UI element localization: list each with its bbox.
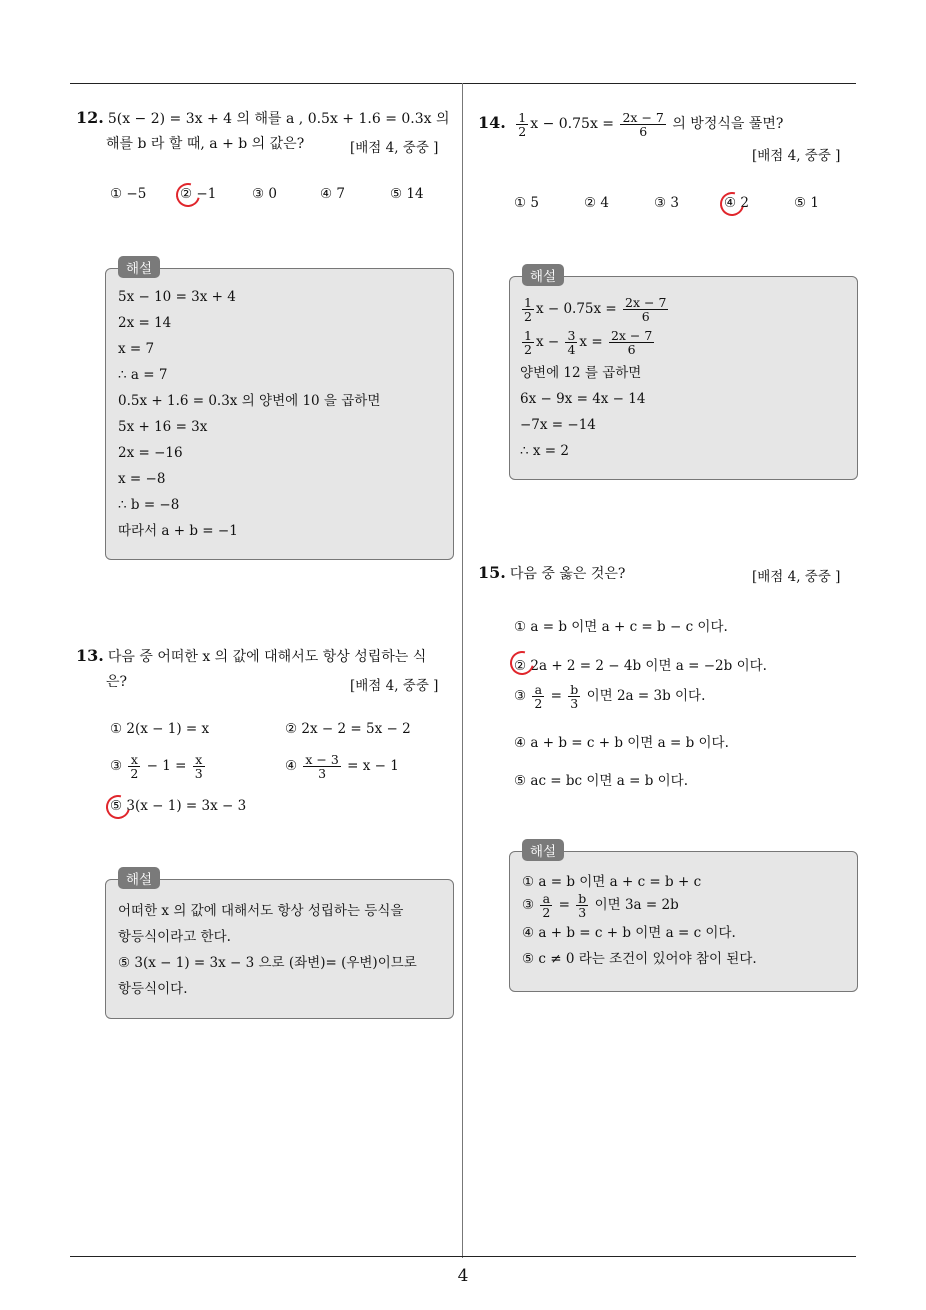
q12-solution-line-1: 5x − 10 = 3x + 4 bbox=[118, 289, 236, 305]
q14-solution-line-2: $\frac{1}{2}$ x − $\frac{3}{4}$ x = $\frac{2x - 7}{6}$ bbox=[524, 328, 653, 357]
q14-stem: 14. $\frac{1}{2}$ x − 0.75x = $\frac{2x - 7}{6}$ 의 방정식을 풀면? bbox=[478, 109, 784, 139]
q14-solution-line-6: ∴ x = 2 bbox=[520, 443, 569, 459]
q15-option-3[interactable]: ③ $\frac{a}{2}$ = $\frac{b}{3}$ 이면 2a = 3b 이다. bbox=[514, 682, 706, 711]
q15-number: 15. bbox=[478, 563, 506, 582]
q15-option-2[interactable]: ② 2a + 2 = 2 − 4b 이면 a = −2b 이다. bbox=[514, 658, 767, 674]
q12-solution-label: 해설 bbox=[118, 256, 160, 278]
q14-option-3[interactable]: ③ 3 bbox=[654, 195, 679, 211]
q15-solution-line-2: ③ $\frac{a}{2}$ = $\frac{b}{3}$ 이면 3a = 2b bbox=[522, 891, 679, 920]
q12-solution-line-3: x = 7 bbox=[118, 341, 155, 357]
q14-number: 14. bbox=[478, 113, 506, 132]
q14-solution-line-4: 6x − 9x = 4x − 14 bbox=[520, 391, 646, 407]
q15-solution-line-4: ⑤ c ≠ 0 라는 조건이 있어야 참이 된다. bbox=[522, 951, 757, 967]
q12-solution-line-4: ∴ a = 7 bbox=[118, 367, 168, 383]
q13-option-3[interactable]: ③ $\frac{x}{2}$ − 1 = $\frac{x}{3}$ bbox=[110, 752, 203, 781]
q15-solution-line-1: ① a = b 이면 a + c = b + c bbox=[522, 874, 702, 890]
q14-solution-line-5: −7x = −14 bbox=[520, 417, 596, 433]
q13-option-2[interactable]: ② 2x − 2 = 5x − 2 bbox=[285, 721, 411, 737]
q12-stem-line2: 해를 b 라 할 때, a + b 의 값은? bbox=[106, 136, 305, 152]
q12-solution-line-9: ∴ b = −8 bbox=[118, 497, 180, 513]
q13-number: 13. bbox=[76, 646, 104, 665]
q12-solution-line-10: 따라서 a + b = −1 bbox=[118, 523, 238, 539]
q15-option-4[interactable]: ④ a + b = c + b 이면 a = b 이다. bbox=[514, 735, 729, 751]
q12-number: 12. bbox=[76, 108, 104, 127]
q14-option-2[interactable]: ② 4 bbox=[584, 195, 609, 211]
q13-answer-mark bbox=[102, 791, 135, 824]
q14-option-1[interactable]: ① 5 bbox=[514, 195, 539, 211]
q13-solution-line-2: 항등식이라고 한다. bbox=[118, 929, 231, 945]
q12-option-5[interactable]: ⑤ 14 bbox=[390, 186, 424, 202]
q15-stem: 15. 다음 중 옳은 것은? bbox=[478, 563, 626, 582]
bottom-rule bbox=[70, 1256, 856, 1257]
q15-points: [배점 4, 중중 ] bbox=[752, 569, 841, 585]
q13-option-1[interactable]: ① 2(x − 1) = x bbox=[110, 721, 210, 737]
q12-answer-mark bbox=[172, 179, 205, 212]
q12-stem: 12. 5(x − 2) = 3x + 4 의 해를 a , 0.5x + 1.6 = 0.3x 의 bbox=[76, 108, 450, 127]
q15-solution-label: 해설 bbox=[522, 839, 564, 861]
q12-points: [배점 4, 중중 ] bbox=[350, 140, 439, 156]
q14-points: [배점 4, 중중 ] bbox=[752, 148, 841, 164]
q12-solution-line-8: x = −8 bbox=[118, 471, 166, 487]
q14-solution-line-3: 양변에 12 를 곱하면 bbox=[520, 365, 642, 381]
column-divider bbox=[462, 83, 463, 1258]
q15-option-5[interactable]: ⑤ ac = bc 이면 a = b 이다. bbox=[514, 773, 689, 789]
q12-solution-line-2: 2x = 14 bbox=[118, 315, 172, 331]
page-number: 4 bbox=[457, 1266, 469, 1286]
q13-solution-line-1: 어떠한 x 의 값에 대해서도 항상 성립하는 등식을 bbox=[118, 903, 404, 919]
q12-option-4[interactable]: ④ 7 bbox=[320, 186, 345, 202]
q14-option-4[interactable]: ④ 2 bbox=[724, 195, 749, 211]
q13-solution-label: 해설 bbox=[118, 867, 160, 889]
q13-option-5[interactable]: ⑤ 3(x − 1) = 3x − 3 bbox=[110, 798, 247, 814]
q12-option-2[interactable]: ② −1 bbox=[180, 186, 217, 202]
q12-option-3[interactable]: ③ 0 bbox=[252, 186, 277, 202]
q12-solution-line-5: 0.5x + 1.6 = 0.3x 의 양변에 10 을 곱하면 bbox=[118, 393, 381, 409]
q12-option-1[interactable]: ① −5 bbox=[110, 186, 147, 202]
q13-option-4[interactable]: ④ $\frac{x - 3}{3}$ = x − 1 bbox=[285, 752, 399, 781]
top-rule bbox=[70, 83, 856, 84]
q13-solution-line-3: ⑤ 3(x − 1) = 3x − 3 으로 (좌변)= (우변)이므로 bbox=[118, 955, 417, 971]
q13-stem: 13. 다음 중 어떠한 x 의 값에 대해서도 항상 성립하는 식 bbox=[76, 646, 427, 665]
q14-solution-line-1: $\frac{1}{2}$ x − 0.75x = $\frac{2x - 7}{6}$ bbox=[524, 295, 667, 324]
q14-answer-mark bbox=[716, 188, 749, 221]
q13-solution-line-4: 항등식이다. bbox=[118, 981, 188, 997]
q14-solution-label: 해설 bbox=[522, 264, 564, 286]
q12-solution-line-6: 5x + 16 = 3x bbox=[118, 419, 208, 435]
q15-option-1[interactable]: ① a = b 이면 a + c = b − c 이다. bbox=[514, 619, 728, 635]
q13-stem-line2: 은? bbox=[106, 674, 128, 690]
q15-solution-line-3: ④ a + b = c + b 이면 a = c 이다. bbox=[522, 925, 736, 941]
q14-option-5[interactable]: ⑤ 1 bbox=[794, 195, 819, 211]
q15-answer-mark bbox=[506, 647, 539, 680]
q13-points: [배점 4, 중중 ] bbox=[350, 678, 439, 694]
q12-solution-line-7: 2x = −16 bbox=[118, 445, 183, 461]
